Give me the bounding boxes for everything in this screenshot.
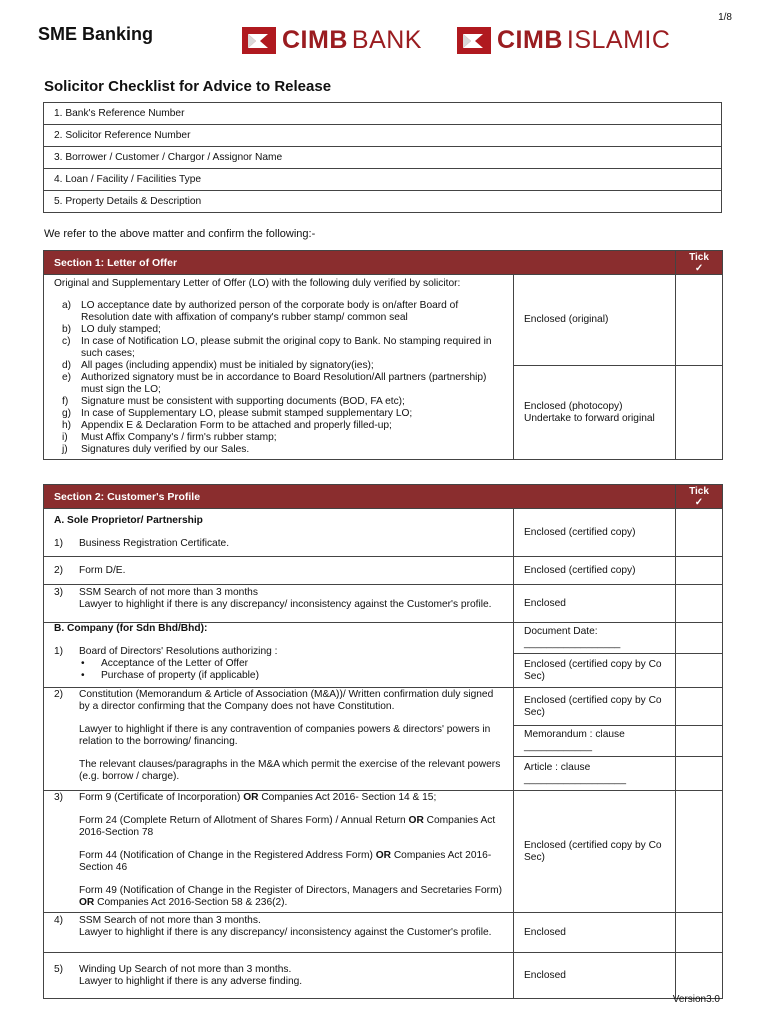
section2-row: 4) SSM Search of not more than 3 months. Lawyer to highlight if there is any discrepancy/ inconsistency against the Customer's profile.	[44, 913, 514, 953]
section2-row: 3) Form 9 (Certificate of Incorporation) OR Companies Act 2016- Section 14 & 15; Form 24 (Complete Return of Allotment of Shares Form) / Annual Return OR Companies Act 2016-Section 78 Form 44 (Notification of Change in the Registered Address Form) OR Companies Act 2016-Section 46 Form 49 (Notification of Change in the Register of Directors, Managers and Secretaries Form) OR Companies Act 2016-Section 58 & 236(2).	[44, 791, 514, 913]
section2-row: 5) Winding Up Search of not more than 3 months. Lawyer to highlight if there is any adverse finding.	[44, 953, 514, 999]
section2-row: A. Sole Proprietor/ Partnership 1) Business Registration Certificate.	[44, 509, 514, 557]
logo-islamic-bold: CIMB	[497, 26, 563, 54]
document-date-field[interactable]: Document Date: _________________	[514, 623, 676, 654]
tick-box[interactable]	[676, 688, 723, 726]
reference-row[interactable]: 3. Borrower / Customer / Chargor / Assignor Name	[44, 147, 722, 169]
logo-islamic-light: ISLAMIC	[566, 26, 671, 54]
reference-row[interactable]: 5. Property Details & Description	[44, 191, 722, 213]
status-cell: Enclosed (certified copy by Co Sec)	[514, 791, 676, 913]
document-title: Solicitor Checklist for Advice to Release	[44, 78, 332, 95]
tick-box[interactable]	[676, 913, 723, 953]
check-icon: ✓	[694, 262, 704, 274]
status-cell: Enclosed (certified copy)	[514, 509, 676, 557]
reference-row[interactable]: 2. Solicitor Reference Number	[44, 125, 722, 147]
cimb-logo-mark-icon	[242, 27, 276, 54]
section2-row: B. Company (for Sdn Bhd/Bhd): 1) Board of Directors' Resolutions authorizing : • Acceptance of the Letter of Offer • Purchase of property (if applicable)	[44, 623, 514, 688]
list-item: i) Must Affix Company's / firm's rubber stamp;	[62, 432, 277, 443]
tick-box[interactable]	[676, 623, 723, 654]
section1-requirements	[44, 275, 514, 460]
tick-header	[676, 251, 723, 275]
version-label: Version3.0	[672, 994, 720, 1005]
tick-box[interactable]	[676, 275, 723, 366]
section1-table	[43, 250, 723, 460]
logo-bank-light: BANK	[351, 26, 422, 54]
list-item: g) In case of Supplementary LO, please submit stamped supplementary LO;	[62, 408, 413, 419]
list-item: a) LO acceptance date by authorized person of the corporate body is on/after Board of Resolution date with affixation of company's rubber stamp/ common seal	[62, 300, 459, 323]
status-cell: Enclosed (photocopy) Undertake to forward original	[514, 366, 676, 460]
tick-box[interactable]	[676, 654, 723, 688]
tick-box[interactable]	[676, 366, 723, 460]
logo-bank-bold: CIMB	[282, 26, 348, 54]
tick-box[interactable]	[676, 757, 723, 791]
status-cell: Enclosed (certified copy by Co Sec)	[514, 688, 676, 726]
check-icon: ✓	[694, 496, 704, 508]
list-item: f) Signature must be consistent with supporting documents (BOD, FA etc);	[62, 396, 405, 407]
intro-text: We refer to the above matter and confirm the following:-	[44, 228, 316, 240]
article-clause-field[interactable]: Article : clause __________________	[514, 757, 676, 791]
section2-table	[43, 484, 723, 999]
reference-table	[43, 102, 722, 213]
tick-label: Tick	[689, 251, 709, 263]
section1-intro: Original and Supplementary Letter of Offer (LO) with the following duly verified by solicitor:	[54, 278, 461, 289]
reference-row[interactable]: 4. Loan / Facility / Facilities Type	[44, 169, 722, 191]
section2-title: Section 2: Customer's Profile	[44, 485, 676, 509]
tick-box[interactable]	[676, 557, 723, 585]
list-item: h) Appendix E & Declaration Form to be attached and properly filled-up;	[62, 420, 392, 431]
list-item: e) Authorized signatory must be in accordance to Board Resolution/All partners (partnership) must sign the LO;	[62, 372, 487, 395]
tick-box[interactable]	[676, 726, 723, 757]
section2-row: 2) Constitution (Memorandum & Article of Association (M&A))/ Written confirmation duly signed by a director confirming that the Company does not have Constitution. Lawyer to highlight if there is any contravention of companies powers & directors' powers in relation to the borrowing/ financing. The relevant clauses/paragraphs in the M&A which permit the exercise of the relevant powers (e.g. borrow / charge).	[44, 688, 514, 791]
status-cell: Enclosed (original)	[514, 275, 676, 366]
status-cell: Enclosed (certified copy)	[514, 557, 676, 585]
status-cell: Enclosed	[514, 913, 676, 953]
tick-box[interactable]	[676, 791, 723, 913]
list-item: d) All pages (including appendix) must be initialed by signatory(ies);	[62, 360, 374, 371]
tick-label: Tick	[689, 485, 709, 497]
tick-box[interactable]	[676, 953, 723, 999]
tick-box[interactable]	[676, 585, 723, 623]
reference-row[interactable]: 1. Bank's Reference Number	[44, 103, 722, 125]
page-number: 1/8	[718, 12, 732, 23]
status-cell: Enclosed	[514, 953, 676, 999]
status-cell: Enclosed	[514, 585, 676, 623]
section2-row: 3) SSM Search of not more than 3 months Lawyer to highlight if there is any discrepancy/ inconsistency against the Customer's profile.	[44, 585, 514, 623]
status-cell: Enclosed (certified copy by Co Sec)	[514, 654, 676, 688]
section2-row: 2) Form D/E.	[44, 557, 514, 585]
cimb-bank-logo	[242, 27, 422, 54]
tick-header	[676, 485, 723, 509]
tick-box[interactable]	[676, 509, 723, 557]
memorandum-clause-field[interactable]: Memorandum : clause ____________	[514, 726, 676, 757]
list-item: c) In case of Notification LO, please submit the original copy to Bank. No stamping required in such cases;	[62, 336, 492, 359]
brand-title: SME Banking	[38, 24, 154, 44]
cimb-islamic-logo	[457, 27, 670, 54]
cimb-logo-mark-icon	[457, 27, 491, 54]
section1-title: Section 1: Letter of Offer	[44, 251, 676, 275]
list-item: b) LO duly stamped;	[62, 324, 161, 335]
list-item: j) Signatures duly verified by our Sales.	[62, 444, 250, 455]
